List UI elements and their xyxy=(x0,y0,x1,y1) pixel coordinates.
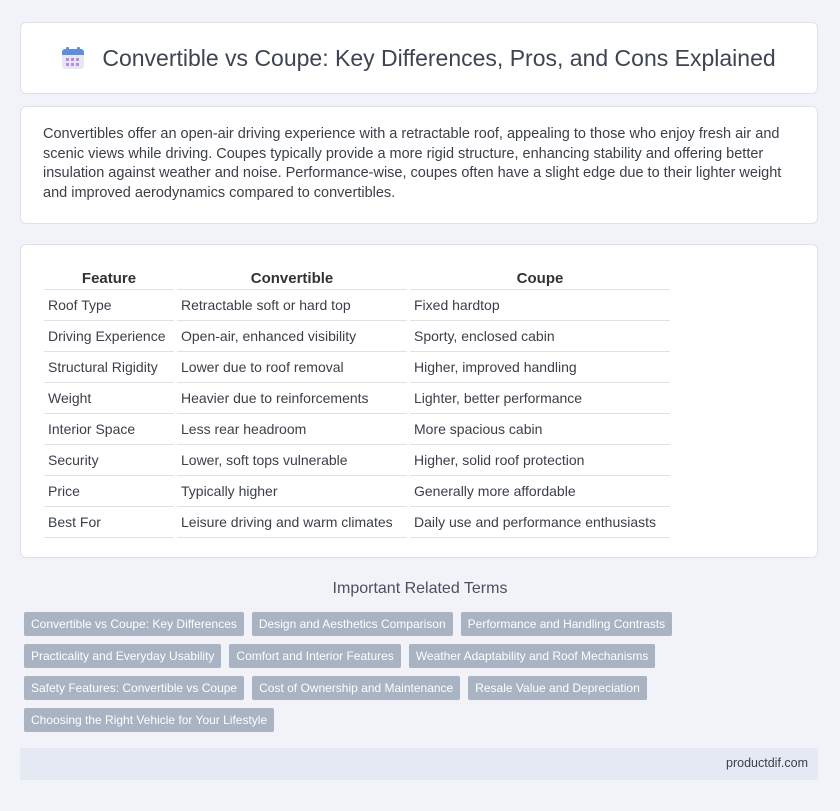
feature-cell: Security xyxy=(44,445,174,476)
feature-cell: Interior Space xyxy=(44,414,174,445)
related-tag[interactable]: Convertible vs Coupe: Key Differences xyxy=(24,612,244,636)
coupe-cell: Higher, solid roof protection xyxy=(410,445,670,476)
table-row xyxy=(44,507,670,538)
related-tag[interactable]: Resale Value and Depreciation xyxy=(468,676,647,700)
related-tag[interactable]: Cost of Ownership and Maintenance xyxy=(252,676,460,700)
convertible-cell: Less rear headroom xyxy=(177,414,407,445)
coupe-cell: Fixed hardtop xyxy=(410,290,670,321)
related-tag[interactable]: Comfort and Interior Features xyxy=(229,644,400,668)
related-tag[interactable]: Choosing the Right Vehicle for Your Lifestyle xyxy=(24,708,274,732)
feature-cell: Weight xyxy=(44,383,174,414)
coupe-cell: Sporty, enclosed cabin xyxy=(410,321,670,352)
related-tag[interactable]: Practicality and Everyday Usability xyxy=(24,644,221,668)
feature-cell: Structural Rigidity xyxy=(44,352,174,383)
footer xyxy=(20,748,818,780)
header-convertible: Convertible xyxy=(177,265,407,290)
table-row xyxy=(44,352,670,383)
coupe-cell: More spacious cabin xyxy=(410,414,670,445)
convertible-cell: Retractable soft or hard top xyxy=(177,290,407,321)
table-row xyxy=(44,290,670,321)
site-name[interactable]: productdif.com xyxy=(726,756,808,770)
coupe-cell: Higher, improved handling xyxy=(410,352,670,383)
page-header xyxy=(20,22,818,94)
convertible-cell: Lower, soft tops vulnerable xyxy=(177,445,407,476)
intro-card xyxy=(20,106,818,224)
convertible-cell: Lower due to roof removal xyxy=(177,352,407,383)
coupe-cell: Generally more affordable xyxy=(410,476,670,507)
convertible-cell: Leisure driving and warm climates xyxy=(177,507,407,538)
comparison-table xyxy=(41,265,673,538)
comparison-card xyxy=(20,244,818,558)
feature-cell: Best For xyxy=(44,507,174,538)
convertible-cell: Open-air, enhanced visibility xyxy=(177,321,407,352)
related-tag[interactable]: Weather Adaptability and Roof Mechanisms xyxy=(409,644,656,668)
header-coupe: Coupe xyxy=(410,265,670,290)
related-tag[interactable]: Safety Features: Convertible vs Coupe xyxy=(24,676,244,700)
calendar-icon xyxy=(62,47,84,69)
related-terms-title: Important Related Terms xyxy=(332,580,508,597)
header-feature: Feature xyxy=(44,265,174,290)
page-title: Convertible vs Coupe: Key Differences, Pros, and Cons Explained xyxy=(102,44,776,71)
feature-cell: Driving Experience xyxy=(44,321,174,352)
convertible-cell: Typically higher xyxy=(177,476,407,507)
table-header-row xyxy=(44,265,670,290)
related-tag[interactable]: Design and Aesthetics Comparison xyxy=(252,612,453,636)
table-row xyxy=(44,445,670,476)
table-row xyxy=(44,321,670,352)
related-tags xyxy=(24,612,724,740)
coupe-cell: Daily use and performance enthusiasts xyxy=(410,507,670,538)
table-row xyxy=(44,476,670,507)
convertible-cell: Heavier due to reinforcements xyxy=(177,383,407,414)
intro-text: Convertibles offer an open-air driving experience with a retractable roof, appealing to those who enjoy fresh air and scenic views while driving. Coupes typically provide a more rigid structure, enhancing stability and offering better insulation against weather and noise. Performance-wise, coupes often have a slight edge due to their lighter weight and improved aerodynamics compared to convertibles. xyxy=(43,126,782,201)
table-row xyxy=(44,414,670,445)
related-tag[interactable]: Performance and Handling Contrasts xyxy=(461,612,672,636)
feature-cell: Roof Type xyxy=(44,290,174,321)
coupe-cell: Lighter, better performance xyxy=(410,383,670,414)
table-row xyxy=(44,383,670,414)
feature-cell: Price xyxy=(44,476,174,507)
